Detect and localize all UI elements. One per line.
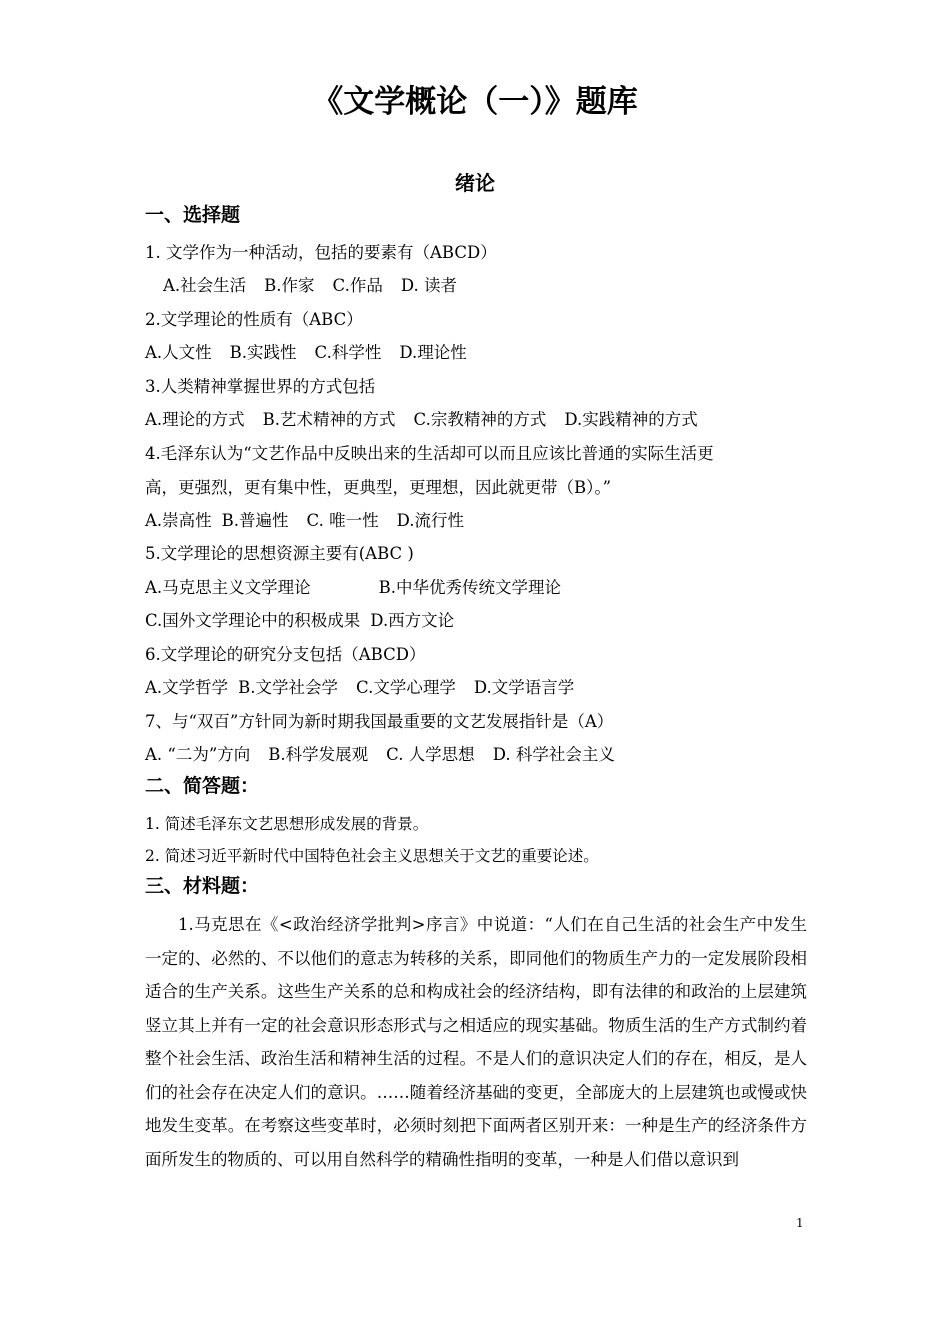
page-number: 1 — [796, 1216, 804, 1230]
option: A.人文性 — [145, 343, 212, 362]
option: D. 读者 — [400, 276, 457, 295]
question-options — [145, 407, 716, 433]
option: B.普遍性 — [221, 511, 289, 530]
question-stem: 3.人类精神掌握世界的方式包括 — [145, 377, 376, 396]
question-stem: 4.毛泽东认为“文艺作品中反映出来的生活却可以而且应该比普通的实际生活更 — [145, 444, 714, 463]
section-heading-choice: 一、选择题 — [145, 204, 241, 226]
option: C.科学性 — [314, 343, 382, 362]
question-stem: 2.文学理论的性质有（ABC） — [145, 310, 363, 329]
option: A.崇高性 — [145, 511, 212, 530]
option: D.流行性 — [396, 511, 464, 530]
option: A.社会生活 — [163, 276, 247, 295]
option: A.马克思主义文学理论 — [145, 578, 311, 597]
chapter-heading: 绪论 — [455, 171, 495, 195]
option: C. 唯一性 — [306, 511, 379, 530]
option: D.实践精神的方式 — [564, 410, 698, 429]
option: C. 人学思想 — [386, 745, 475, 764]
question-stem: 6.文学理论的研究分支包括（ABCD） — [145, 645, 426, 664]
option: B.中华优秀传统文学理论 — [378, 578, 562, 597]
option: B.实践性 — [229, 343, 297, 362]
question-options — [145, 675, 592, 701]
option: C.国外文学理论中的积极成果 — [145, 611, 361, 630]
option: D. 科学社会主义 — [492, 745, 615, 764]
question-options — [145, 575, 579, 601]
option: B.作家 — [264, 276, 315, 295]
question-options — [145, 608, 472, 634]
question-stem-continued: 高，更强烈，更有集中性，更典型，更理想，因此就更带（B）。” — [145, 478, 612, 497]
question-stem: 7、与“双百”方针同为新时期我国最重要的文艺发展指针是（A） — [145, 712, 614, 731]
option: D.西方文论 — [370, 611, 455, 630]
option: A.理论的方式 — [145, 410, 245, 429]
section-heading-material: 三、材料题： — [145, 875, 260, 897]
short-answer-item: 2. 简述习近平新时代中国特色社会主义思想关于文艺的重要论述。 — [145, 847, 599, 865]
question-stem: 5.文学理论的思想资源主要有(ABC ) — [145, 544, 414, 563]
document-title: 《文学概论（一）》题库 — [312, 84, 638, 120]
short-answer-item: 1. 简述毛泽东文艺思想形成发展的背景。 — [145, 815, 429, 833]
option: A.文学哲学 — [145, 678, 229, 697]
option: C.宗教精神的方式 — [413, 410, 547, 429]
option: B.艺术精神的方式 — [262, 410, 396, 429]
question-options — [145, 340, 485, 366]
question-options — [163, 273, 475, 299]
question-options — [145, 508, 482, 534]
question-options — [145, 742, 633, 768]
option: C.文学心理学 — [356, 678, 456, 697]
option: B.科学发展观 — [268, 745, 369, 764]
option: B.文学社会学 — [238, 678, 339, 697]
material-paragraph: 1.马克思在《<政治经济学批判>序言》中说道：“人们在自己生活的社会生产中发生一定的、必然的、不以他们的意志为转移的关系，即同他们的物质生产力的一定发展阶段相适合的生产关系。这些生产关系的总和构成社会的经济结构，即有法律的和政治的上层建筑竖立其上并有一定的社会意识形态形式与之相适应的现实基础。物质生活的生产方式制约着整个社会生活、政治生活和精神生活的过程。不是人们的意识决定人们的存在，相反，是人们的社会存在决定人们的意识。……随着经济基础的变更，全部庞大的上层建筑也或慢或快地发生变革。在考察这些变革时，必须时刻把下面两者区别开来：一种是生产的经济条件方面所发生的物质的、可以用自然科学的精确性指明的变革，一种是人们借以意识到 — [145, 915, 807, 1169]
option: C.作品 — [332, 276, 383, 295]
option: D.理论性 — [399, 343, 467, 362]
section-heading-short-answer: 二、简答题： — [145, 775, 260, 797]
option: D.文学语言学 — [473, 678, 575, 697]
question-stem: 1. 文学作为一种活动，包括的要素有（ABCD） — [145, 243, 497, 262]
option: A. “二为”方向 — [145, 745, 251, 764]
